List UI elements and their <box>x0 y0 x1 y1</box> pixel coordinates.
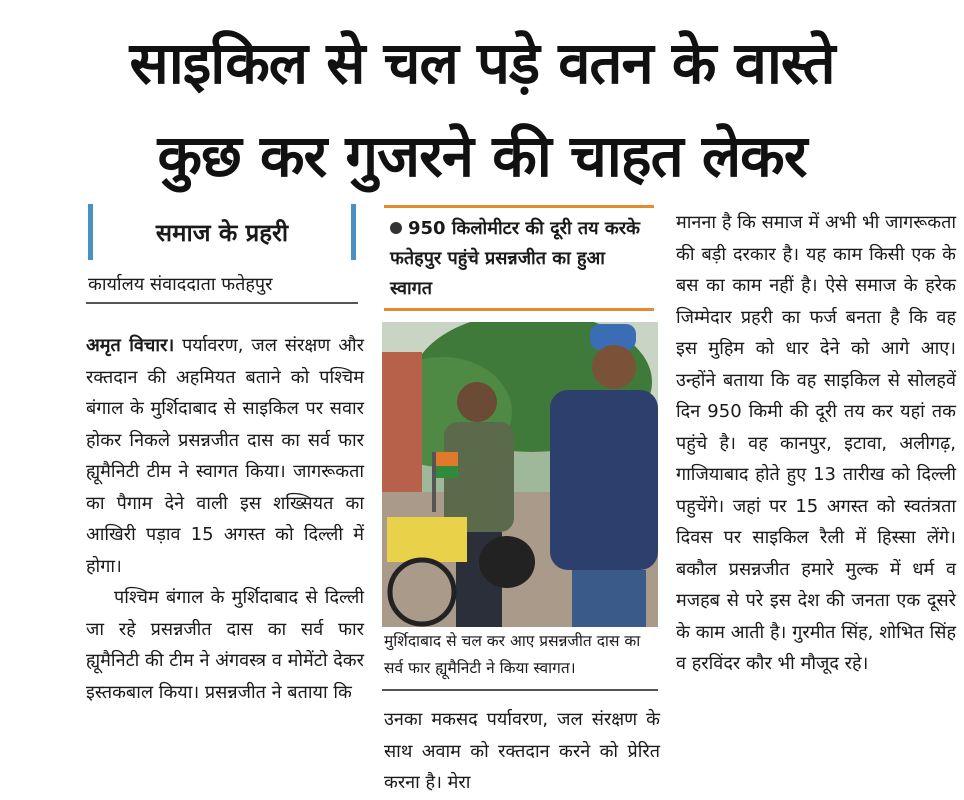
byline-divider <box>86 302 358 304</box>
photo-illustration <box>382 322 658 627</box>
right-column <box>676 207 956 680</box>
left-paragraph-1 <box>86 330 364 582</box>
middle-paragraph: उनका मकसद पर्यावरण, जल संरक्षण के साथ अवाम को रक्तदान करने को प्रेरित करना है। मेरा <box>384 709 660 793</box>
section-label-box <box>88 204 356 260</box>
highlight-text: 950 किलोमीटर की दूरी तय करके फतेहपुर पहुंचे प्रसन्नजीत का हुआ स्वागत <box>390 218 640 299</box>
lead-dateline: अमृत विचार। <box>86 335 175 356</box>
headline-line-1: साइकिल से चल पड़े वतन के वास्ते <box>129 29 835 97</box>
news-photo <box>382 322 658 627</box>
headline-line-2: कुछ कर गुजरने की चाहत लेकर <box>157 122 807 190</box>
highlight-bottom-rule <box>384 308 654 311</box>
bullet-icon <box>390 222 402 234</box>
photo-caption: मुर्शिदाबाद से चल कर आए प्रसन्नजीत दास का सर्व फार ह्यूमैनिटी ने किया स्वागत। <box>384 632 641 677</box>
highlight-box <box>390 214 652 304</box>
byline: कार्यालय संवाददाता फतेहपुर <box>88 274 273 295</box>
right-paragraph: मानना है कि समाज में अभी भी जागरूकता की बड़ी दरकार है। यह काम किसी एक के बस का काम नहीं है। ऐसे समाज के हरेक जिम्मेदार प्रहरी का फर्ज बनता है कि वह इस मुहिम को धार देने को आगे आए। उन्होंने बताया कि वह साइकिल से सोलहवें दिन 950 किमी की दूरी तय कर यहां तक पहुंचे है। वह कानपुर, इटावा, अलीगढ़, गाजियाबाद होते हुए 13 तारीख को दिल्ली पहुचेंगे। जहां पर 15 अगस्त को स्वतंत्रता दिवस पर साइकिल रैली में हिस्सा लेंगे। बकौल प्रसन्नजीत हमारे मुल्क में धर्म व मजहब से परे इस देश की जनता एक दूसरे के काम आती है। गुरमीत सिंह, शोभित सिंह व हरविंदर कौर भी मौजूद रहे। <box>676 212 956 674</box>
highlight-top-rule <box>384 205 654 208</box>
left-paragraph-2: पश्चिम बंगाल के मुर्शिदाबाद से दिल्ली जा रहे प्रसन्नजीत दास का सर्व फार ह्यूमैनिटी की टीम ने अंगवस्त्र व मोमेंटो देकर इस्तकबाल किया। प्रसन्नजीत ने बताया कि <box>86 587 364 703</box>
middle-column <box>384 704 660 799</box>
left-column <box>86 330 364 708</box>
left-paragraph-1-text: पर्यावरण, जल संरक्षण और रक्तदान की अहमियत बताने को पश्चिम बंगाल के मुर्शिदाबाद से साइकिल पर सवार होकर निकले प्रसन्नजीत दास का सर्व फार ह्यूमैनिटी टीम ने स्वागत किया। जागरूकता का पैगाम देने वाली इस शख्सियत का आखिरी पड़ाव 15 अगस्त को दिल्ली में होगा। <box>86 335 364 577</box>
caption-divider <box>382 689 658 691</box>
section-label: समाज के प्रहरी <box>155 218 289 247</box>
